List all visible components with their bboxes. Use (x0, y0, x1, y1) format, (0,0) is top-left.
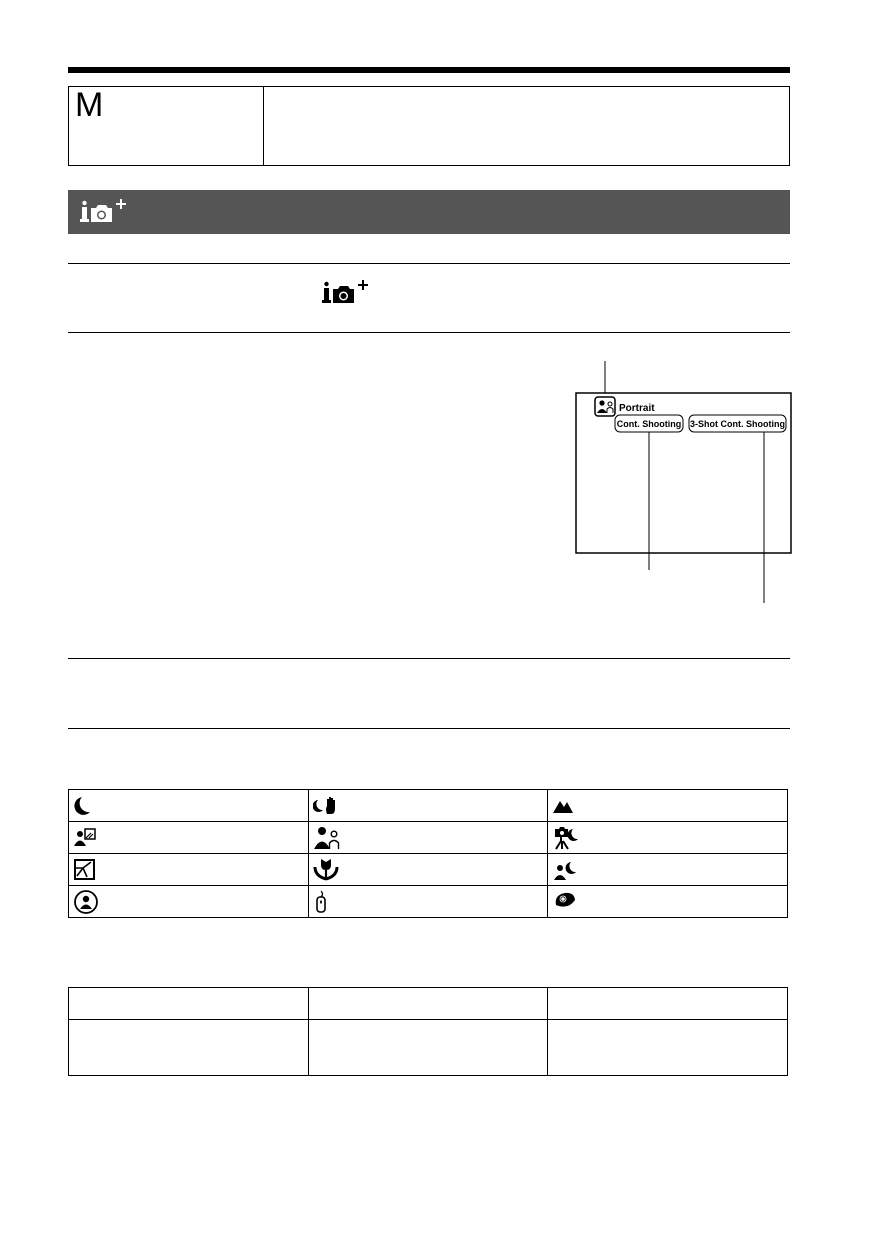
low-light-icon (313, 889, 329, 915)
table-cell (308, 1020, 548, 1076)
scene-cell (308, 790, 548, 822)
scene-icon-table (68, 789, 788, 918)
scene-cell (69, 790, 309, 822)
table-cell (548, 1020, 788, 1076)
mode-m-divider (263, 87, 264, 165)
table-row (69, 988, 788, 1020)
table-cell (308, 988, 548, 1020)
spotlight-icon (73, 889, 99, 915)
scene-name-label: Portrait (619, 403, 655, 414)
table-cell (69, 988, 309, 1020)
mode-m-row (68, 86, 790, 166)
scene-cell (548, 822, 788, 854)
scene-cell (308, 822, 548, 854)
table-row (69, 854, 788, 886)
scene-cell (308, 854, 548, 886)
infant-icon (552, 889, 578, 915)
table-row (69, 822, 788, 854)
scene-cell (308, 886, 548, 918)
scene-cell (69, 854, 309, 886)
hand-held-twilight-icon (313, 794, 343, 818)
rule-4 (68, 728, 790, 729)
night-view-tripod-icon (552, 825, 580, 851)
rule-3 (68, 658, 790, 659)
backlight-icon (73, 858, 97, 882)
scene-cell (548, 854, 788, 886)
landscape-icon (552, 794, 578, 818)
portrait-icon (313, 825, 343, 851)
cont-shooting-label: Cont. Shooting (616, 419, 682, 429)
mode-m-letter: M (75, 86, 104, 124)
table-cell (69, 1020, 309, 1076)
table-row (69, 790, 788, 822)
scene-cell (548, 886, 788, 918)
superior-auto-camera-plus-icon (322, 279, 382, 307)
table-cell (548, 988, 788, 1020)
table-row (69, 1020, 788, 1076)
scene-cell (69, 886, 309, 918)
scene-cell (69, 822, 309, 854)
night-portrait-icon (552, 858, 580, 882)
top-rule (68, 67, 790, 73)
table-row (69, 886, 788, 918)
night-view-icon (73, 794, 97, 818)
scene-cell (548, 790, 788, 822)
bottom-table (68, 987, 788, 1076)
portrait-scene-icon (595, 397, 615, 416)
rule-1 (68, 263, 790, 264)
backlight-portrait-icon (73, 826, 97, 850)
rule-2 (68, 332, 790, 333)
three-shot-label: 3-Shot Cont. Shooting (690, 419, 785, 429)
section-banner (68, 190, 790, 234)
macro-icon (313, 857, 339, 883)
lcd-screen-illustration (570, 355, 800, 610)
superior-auto-camera-plus-icon (80, 198, 140, 226)
